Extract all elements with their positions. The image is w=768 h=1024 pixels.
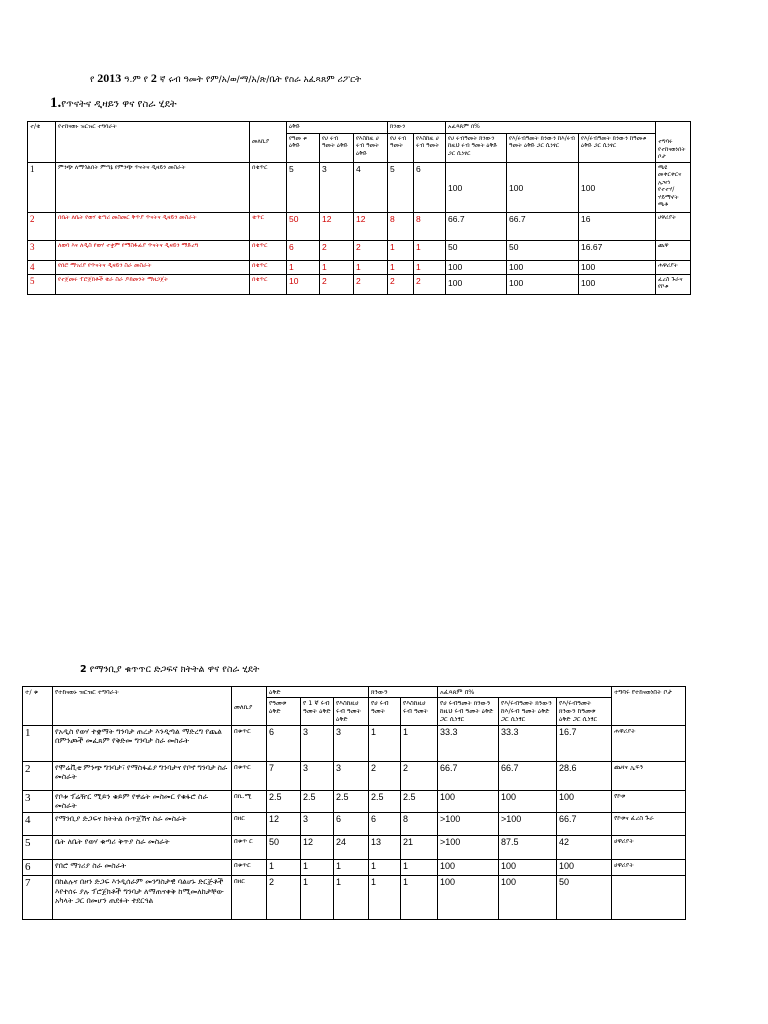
remark-cell: የኮቱና ፈረስ ጉራ <box>612 812 686 835</box>
unit-cell: በዘር <box>232 876 267 920</box>
header-row <box>28 122 691 134</box>
perf-annual-cell: 100 <box>557 859 612 876</box>
perf-annual-cell: 16 <box>579 212 656 240</box>
achieved-quarter-cell: 1 <box>388 240 414 260</box>
plan-quarter-cell: 3 <box>301 812 334 835</box>
plan-quarter-cell: 2.5 <box>301 790 334 812</box>
perf-cumulative-cell: >100 <box>499 812 557 835</box>
col-plan-header: ዕቅድ <box>267 687 369 698</box>
col-perf-2: የእ/ሩብዓመት ክንውን ከእ/ሩብ ዓመት ዕቅድ ጋር ሲነፃር <box>507 133 579 162</box>
perf-cumulative-cell: 100 <box>499 790 557 812</box>
col-plan-q: የ 1 ኛ ሩብ ዓመት ዕቅድ <box>301 698 334 725</box>
plan-quarter-cell: 3 <box>301 725 334 761</box>
perf-cumulative-cell: 87.5 <box>499 835 557 859</box>
achieved-quarter-cell: 1 <box>388 260 414 274</box>
plan-cumulative-cell: 12 <box>354 212 388 240</box>
perf-annual-cell: 28.6 <box>557 761 612 790</box>
section2-table <box>22 686 686 920</box>
perf-annual-cell: 100 <box>579 260 656 274</box>
unit-cell: በቁጥር <box>250 240 287 260</box>
achieved-quarter-cell: 2 <box>388 274 414 294</box>
plan-annual-cell: 12 <box>267 812 301 835</box>
col-achv-header: ክንውን <box>388 122 446 134</box>
perf-annual-cell: 100 <box>579 274 656 294</box>
achieved-cumulative-cell: 1 <box>414 260 446 274</box>
plan-cumulative-cell: 2.5 <box>334 790 369 812</box>
activity-text: ለወባ እና ለዲስ የወሃ ተቋም የማስፋፊያ ጥናትና ዲዛይን ማድረግ <box>56 240 250 260</box>
achieved-quarter-cell: 2 <box>369 761 401 790</box>
plan-quarter-cell: 12 <box>301 835 334 859</box>
unit-cell: በቁጥር <box>232 725 267 761</box>
remark-cell: ጨዛና ኢፍን <box>612 761 686 790</box>
plan-annual-cell: 2.5 <box>267 790 301 812</box>
activity-text: የተጀመሩ ፕሮጀክቶች ቁራ ስራ ዶክመንት ማዘጋጀት <box>56 274 250 294</box>
remark-cell <box>612 876 686 920</box>
row-number: 5 <box>23 835 53 859</box>
perf-quarter-cell: >100 <box>438 835 499 859</box>
plan-quarter-cell: 1 <box>320 260 354 274</box>
col-unit-header: መለኪያ <box>250 122 287 163</box>
report-title: የ 2013 ዓ.ም የ 2 ኛ ሩብ ዓመት የም/አ/ወ/ማ/አ/ጽ/ቤት የስራ አፈጻጸም ሪፖርት <box>90 71 362 85</box>
achieved-cumulative-cell: 6 <box>414 162 446 212</box>
activity-text: የአዲስ የወሃ ተቋማት ግንባታ ጠረታ እንዲጣል ማድረግ የጨል በምንጮች መፈጸም የቅድመ ግንባታ ስራ መስራት <box>53 725 232 761</box>
activity-text: የበሮ ማገሪያ የጥናትና ዲዛይን ስራ መስራት <box>56 260 250 274</box>
perf-cumulative-cell: 100 <box>499 859 557 876</box>
table-row <box>23 812 686 835</box>
table-row <box>23 725 686 761</box>
col-plan-cum: የእስከዚሀ ሩብ ዓመት ዕቅድ <box>334 698 369 725</box>
unit-cell: በዘር <box>232 812 267 835</box>
col-remark-header: ተግባሩ የተከናወነበት ቦታ <box>612 687 686 726</box>
perf-quarter-cell: 100 <box>446 274 507 294</box>
col-perf-1: የሀ ሩብዓመት ክንውን ከዚህ ሩብ ዓመት ዕቅድ ጋር ሲነፃር <box>438 698 499 725</box>
achieved-cumulative-cell: 1 <box>401 725 438 761</box>
plan-annual-cell: 7 <box>267 761 301 790</box>
perf-annual-cell: 100 <box>557 790 612 812</box>
activity-text: የማንቢያ ድጋፍና ክትትል ቡጥጀሽና ስራ መስራት <box>53 812 232 835</box>
achieved-quarter-cell: 13 <box>369 835 401 859</box>
perf-quarter-cell: 66.7 <box>438 761 499 790</box>
col-remark-header: ተግባሩ የተከናወነበት ቦታ <box>656 122 691 163</box>
plan-cumulative-cell: 6 <box>334 812 369 835</box>
remark-cell: ሀዋሪያት <box>612 859 686 876</box>
unit-cell: በቁጥር <box>232 859 267 876</box>
activity-text: የቦቱ ፕሬዥር ሚይን ቁይም የዋሬት መስመር የቁፋሮ ስራ መስራት <box>53 790 232 812</box>
remark-cell: ፈረስ ጉራና የኮቱ <box>656 274 691 294</box>
achieved-cumulative-cell: 2.5 <box>401 790 438 812</box>
plan-annual-cell: 50 <box>287 212 320 240</box>
col-activity-header: የተከናወኑ ዝርዝር ተግባራት <box>53 687 232 726</box>
plan-cumulative-cell: 2 <box>354 274 388 294</box>
row-number: 1 <box>28 162 56 212</box>
plan-annual-cell: 50 <box>267 835 301 859</box>
perf-annual-cell: 16.7 <box>557 725 612 761</box>
col-perf-2: የእ/ሩብዓመት ክንውን ከእ/ሩብ ዓመት ዕቅድ ጋር ሲነፃር <box>499 698 557 725</box>
row-number: 2 <box>28 212 56 240</box>
achieved-quarter-cell: 1 <box>369 876 401 920</box>
achieved-quarter-cell: 2.5 <box>369 790 401 812</box>
remark-cell: ሐዋሪያት <box>612 725 686 761</box>
remark-cell: ሀዋሪያት <box>612 835 686 859</box>
table-row <box>23 876 686 920</box>
col-plan-annual: የዓመ ቱ ዕቅድ <box>287 133 320 162</box>
table-row <box>28 212 691 240</box>
achieved-cumulative-cell: 1 <box>401 876 438 920</box>
plan-annual-cell: 1 <box>287 260 320 274</box>
plan-quarter-cell: 3 <box>301 761 334 790</box>
activity-text: የሞሬቪቲ ምንጭ ግንባታ፣ የማስፋፊያ ግንባታና የቦኖ ግንባታ ስራ መስራት <box>53 761 232 790</box>
plan-quarter-cell: 3 <box>320 162 354 212</box>
perf-quarter-cell: 33.3 <box>438 725 499 761</box>
unit-cell: በቁጥር <box>250 162 287 212</box>
perf-annual-cell: 42 <box>557 835 612 859</box>
row-number: 4 <box>28 260 56 274</box>
table-row <box>28 162 691 212</box>
table-row <box>23 859 686 876</box>
col-plan-cum: የእስከዚ ሀ ሩብ ዓመት ዕቅድ <box>354 133 388 162</box>
plan-cumulative-cell: 4 <box>354 162 388 212</box>
col-perf-1: የሀ ሩብዓመት ክንውን ከዚህ ሩብ ዓመት ዕቅድ ጋር ሲነፃር <box>446 133 507 162</box>
plan-cumulative-cell: 1 <box>354 260 388 274</box>
perf-annual-cell: 50 <box>557 876 612 920</box>
col-activity-header: የተከናወኑ ዝርዝር ተግባራት <box>56 122 250 163</box>
activity-text: በከልሉና በዞን ድጋፍ እንዲሰራም መንግስታዊ ባልሆኑ ድርጅቶች እየተሰሩ ያሉ ፕሮጀክቶች ግንባታ ለማጠናቀቅ ከሚመለከታቸው አካላት ጋር በመሆን ጠደፉት ተደርጓል <box>53 876 232 920</box>
perf-annual-cell: 100 <box>579 162 656 212</box>
row-number: 1 <box>23 725 53 761</box>
plan-cumulative-cell: 3 <box>334 725 369 761</box>
plan-cumulative-cell: 2 <box>354 240 388 260</box>
plan-annual-cell: 2 <box>267 876 301 920</box>
row-number: 4 <box>23 812 53 835</box>
plan-quarter-cell: 2 <box>320 274 354 294</box>
col-plan-q: የሀ ሩብ ዓመት ዕቅድ <box>320 133 354 162</box>
achieved-quarter-cell: 6 <box>369 812 401 835</box>
unit-cell: በቁጥር <box>250 260 287 274</box>
unit-cell: በቁጥር <box>250 274 287 294</box>
perf-quarter-cell: >100 <box>438 812 499 835</box>
plan-annual-cell: 5 <box>287 162 320 212</box>
plan-quarter-cell: 12 <box>320 212 354 240</box>
plan-annual-cell: 10 <box>287 274 320 294</box>
achieved-cumulative-cell: 1 <box>401 859 438 876</box>
achieved-cumulative-cell: 8 <box>414 212 446 240</box>
col-no-header: ተ/ቁ <box>28 122 56 163</box>
plan-cumulative-cell: 1 <box>334 859 369 876</box>
achieved-quarter-cell: 1 <box>369 859 401 876</box>
section2-heading: 2 የማንቢያ ቁጥጥር ድጋፍና ክትትል ዋና የስራ ሂደት <box>80 664 260 675</box>
row-number: 3 <box>28 240 56 260</box>
col-achv-cum: የእስከዚ ሀ ሩብ ዓመት <box>414 133 446 162</box>
table-row <box>28 260 691 274</box>
perf-quarter-cell: 100 <box>446 260 507 274</box>
col-plan-annual: የዓመቱ ዕቅድ <box>267 698 301 725</box>
activity-text: ምንጭ ለማጎልበት ምጣኔ የምንጭ ጥናትና ዲዛይን መስራት <box>56 162 250 212</box>
col-achv-header: ክንውን <box>369 687 438 698</box>
perf-quarter-cell: 100 <box>438 876 499 920</box>
unit-cell: በቁጥ ር <box>232 835 267 859</box>
perf-quarter-cell: 100 <box>446 162 507 212</box>
table-row <box>23 761 686 790</box>
plan-cumulative-cell: 1 <box>334 876 369 920</box>
perf-quarter-cell: 100 <box>438 790 499 812</box>
col-achv-cum: የእስከዚሀ ሩብ ዓመት <box>401 698 438 725</box>
perf-quarter-cell: 100 <box>438 859 499 876</box>
plan-cumulative-cell: 24 <box>334 835 369 859</box>
activity-text: የበሮ ማገሪያ ስራ መስራት <box>53 859 232 876</box>
perf-cumulative-cell: 50 <box>507 240 579 260</box>
perf-cumulative-cell: 100 <box>507 274 579 294</box>
row-number: 7 <box>23 876 53 920</box>
col-perf-header: አፈጻጸም በ% <box>438 687 612 698</box>
achieved-quarter-cell: 5 <box>388 162 414 212</box>
row-number: 3 <box>23 790 53 812</box>
header-row <box>23 687 686 698</box>
achieved-cumulative-cell: 2 <box>401 761 438 790</box>
unit-cell: በቁጥር <box>232 761 267 790</box>
plan-cumulative-cell: 3 <box>334 761 369 790</box>
perf-quarter-cell: 66.7 <box>446 212 507 240</box>
col-achv-q: የሀ ሩብ ዓመት <box>369 698 401 725</box>
perf-cumulative-cell: 66.7 <box>507 212 579 240</box>
perf-quarter-cell: 50 <box>446 240 507 260</box>
col-perf-3: የእ/ሩብዓመት ክንውን ከዓመቱ ዕቅድ ጋር ሲነፃር <box>579 133 656 162</box>
row-number: 6 <box>23 859 53 876</box>
achieved-quarter-cell: 8 <box>388 212 414 240</box>
plan-annual-cell: 6 <box>267 725 301 761</box>
col-perf-3: የእ/ሩብዓመት ክንውን ከዓመቱ ዕቅድ ጋር ሲነፃር <box>557 698 612 725</box>
plan-quarter-cell: 1 <box>301 859 334 876</box>
section1-table <box>27 121 691 295</box>
perf-cumulative-cell: 100 <box>499 876 557 920</box>
perf-cumulative-cell: 33.3 <box>499 725 557 761</box>
row-number: 2 <box>23 761 53 790</box>
remark-cell: ጫዩ መቀርቀርና ኢዣነ የተተሃ/ ሃይማኖት ጫቶ <box>656 162 691 212</box>
table-row <box>28 274 691 294</box>
perf-cumulative-cell: 100 <box>507 260 579 274</box>
achieved-cumulative-cell: 8 <box>401 812 438 835</box>
col-unit-header: መለኪያ <box>232 687 267 726</box>
achieved-cumulative-cell: 2 <box>414 274 446 294</box>
achieved-cumulative-cell: 1 <box>414 240 446 260</box>
col-no-header: ተ/ ቁ <box>23 687 53 726</box>
col-plan-header: ዕቅድ <box>287 122 388 134</box>
plan-quarter-cell: 1 <box>301 876 334 920</box>
col-achv-q: የሀ ሩብ ዓመት <box>388 133 414 162</box>
row-number: 5 <box>28 274 56 294</box>
perf-annual-cell: 16.67 <box>579 240 656 260</box>
remark-cell: ሐዋሪያት <box>656 260 691 274</box>
activity-text: ቤት ለቤት የወሃ ቁጣሪ ቅጥያ ስራ መስራት <box>53 835 232 859</box>
remark-cell: ጨዋ <box>656 240 691 260</box>
table-row <box>23 790 686 812</box>
table-row <box>28 240 691 260</box>
unit-cell: ቁጥር <box>250 212 287 240</box>
perf-cumulative-cell: 66.7 <box>499 761 557 790</box>
table-row <box>23 835 686 859</box>
section1-heading: 1.የጥናትና ዲዛይን ዋና የስራ ሂደት <box>50 95 177 111</box>
perf-annual-cell: 66.7 <box>557 812 612 835</box>
plan-annual-cell: 6 <box>287 240 320 260</box>
remark-cell: የኮቱ <box>612 790 686 812</box>
col-perf-header: አፈጻጸም በ% <box>446 122 656 134</box>
activity-text: በቤት ለቤት የወሃ ቁጣሪ መስመር ቅጥያ ጥናትና ዲዛይን መስራት <box>56 212 250 240</box>
perf-cumulative-cell: 100 <box>507 162 579 212</box>
achieved-quarter-cell: 1 <box>369 725 401 761</box>
remark-cell: ሀዋሪያት <box>656 212 691 240</box>
plan-quarter-cell: 2 <box>320 240 354 260</box>
unit-cell: በኪ.ሚ <box>232 790 267 812</box>
achieved-cumulative-cell: 21 <box>401 835 438 859</box>
plan-annual-cell: 1 <box>267 859 301 876</box>
